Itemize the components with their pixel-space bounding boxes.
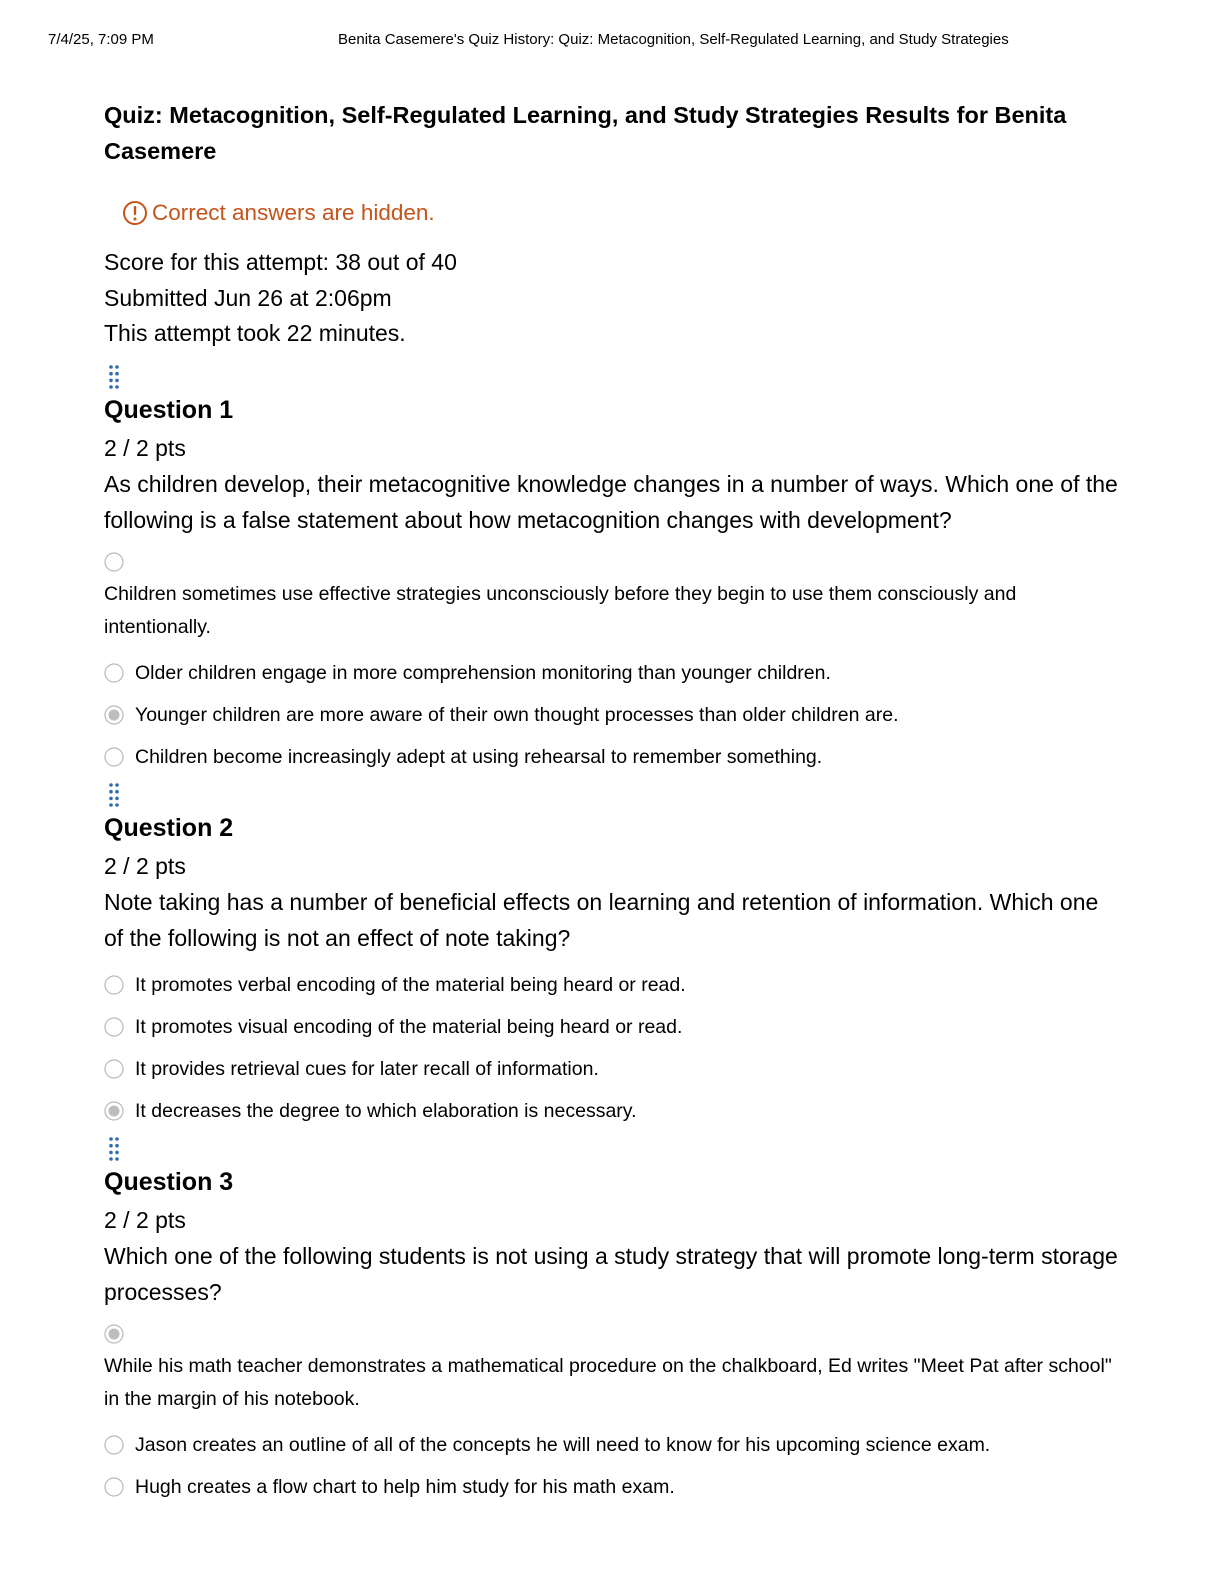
radio-button[interactable] xyxy=(104,1435,124,1455)
question-2 xyxy=(104,782,1119,1124)
attempt-score: Score for this attempt: 38 out of 40 xyxy=(104,249,457,275)
quiz-content xyxy=(104,97,1119,1500)
answer-option xyxy=(104,744,1119,770)
answer-option-selected xyxy=(104,702,1119,728)
radio-button-selected[interactable] xyxy=(104,1101,124,1121)
question-points: 2 / 2 pts xyxy=(104,1206,186,1233)
answer-text: It decreases the degree to which elaboration is necessary. xyxy=(135,1099,637,1122)
attempt-submitted: Submitted Jun 26 at 2:06pm xyxy=(104,284,392,311)
answer-option xyxy=(104,552,1119,644)
question-title: Question 1 xyxy=(104,395,234,424)
question-text: As children develop, their metacognitive knowledge changes in a number of ways. Which one of the following is a false statement about how metacognition changes with development? xyxy=(104,470,1118,533)
attempt-duration: This attempt took 22 minutes. xyxy=(104,320,406,346)
answer-text: Jason creates an outline of all of the concepts he will need to know for his upcoming science exam. xyxy=(135,1433,991,1456)
drag-handle-icon[interactable] xyxy=(108,782,120,808)
answer-text: Younger children are more aware of their own thought processes than older children are. xyxy=(135,703,899,726)
radio-button-selected[interactable] xyxy=(104,705,124,725)
answer-option xyxy=(104,660,1119,686)
question-3 xyxy=(104,1136,1119,1500)
notice-text: Correct answers are hidden. xyxy=(152,200,435,225)
drag-handle-icon[interactable] xyxy=(108,1136,120,1162)
radio-button[interactable] xyxy=(104,747,124,767)
answer-option xyxy=(104,1056,1119,1082)
answer-option xyxy=(104,1474,1119,1500)
correct-answers-hidden-notice xyxy=(122,195,1119,231)
radio-button[interactable] xyxy=(104,663,124,683)
print-header xyxy=(0,31,1224,51)
radio-button[interactable] xyxy=(104,1477,124,1497)
radio-button[interactable] xyxy=(104,975,124,995)
answer-option xyxy=(104,972,1119,998)
answer-option-selected xyxy=(104,1324,1119,1416)
question-title: Question 3 xyxy=(104,1167,234,1196)
answer-option-selected xyxy=(104,1098,1119,1124)
question-points: 2 / 2 pts xyxy=(104,434,186,461)
warning-circle-icon xyxy=(122,200,148,226)
answer-text: While his math teacher demonstrates a mathematical procedure on the chalkboard, Ed writes "Meet Pat after school" in the margin of his notebook. xyxy=(104,1354,1112,1410)
question-1 xyxy=(104,364,1119,770)
print-date: 7/4/25, 7:09 PM xyxy=(48,31,154,48)
answer-option xyxy=(104,1014,1119,1040)
answer-text: It promotes visual encoding of the material being heard or read. xyxy=(135,1015,683,1038)
answer-text: It promotes verbal encoding of the material being heard or read. xyxy=(135,973,686,996)
radio-button-selected[interactable] xyxy=(104,1324,124,1344)
answer-option xyxy=(104,1432,1119,1458)
question-title: Question 2 xyxy=(104,813,234,842)
question-text: Note taking has a number of beneficial effects on learning and retention of information. Which one of the following is not an effect of note taking? xyxy=(104,888,1099,951)
radio-button[interactable] xyxy=(104,552,124,572)
answer-text: Children sometimes use effective strategies unconsciously before they begin to use them consciously and intentionally. xyxy=(104,582,1017,638)
answer-text: It provides retrieval cues for later recall of information. xyxy=(135,1057,599,1080)
quiz-results-title: Quiz: Metacognition, Self-Regulated Learning, and Study Strategies Results for Benita Casemere xyxy=(104,102,1067,164)
answer-text: Older children engage in more comprehension monitoring than younger children. xyxy=(135,661,831,684)
radio-button[interactable] xyxy=(104,1017,124,1037)
answer-text: Hugh creates a flow chart to help him study for his math exam. xyxy=(135,1475,675,1498)
attempt-summary xyxy=(104,245,1119,352)
drag-handle-icon[interactable] xyxy=(108,364,120,390)
answer-text: Children become increasingly adept at using rehearsal to remember something. xyxy=(135,745,823,768)
question-text: Which one of the following students is not using a study strategy that will promote long-term storage processes? xyxy=(104,1242,1118,1305)
print-page-title: Benita Casemere's Quiz History: Quiz: Metacognition, Self-Regulated Learning, and Study Strategies xyxy=(338,31,1009,48)
radio-button[interactable] xyxy=(104,1059,124,1079)
question-points: 2 / 2 pts xyxy=(104,852,186,879)
